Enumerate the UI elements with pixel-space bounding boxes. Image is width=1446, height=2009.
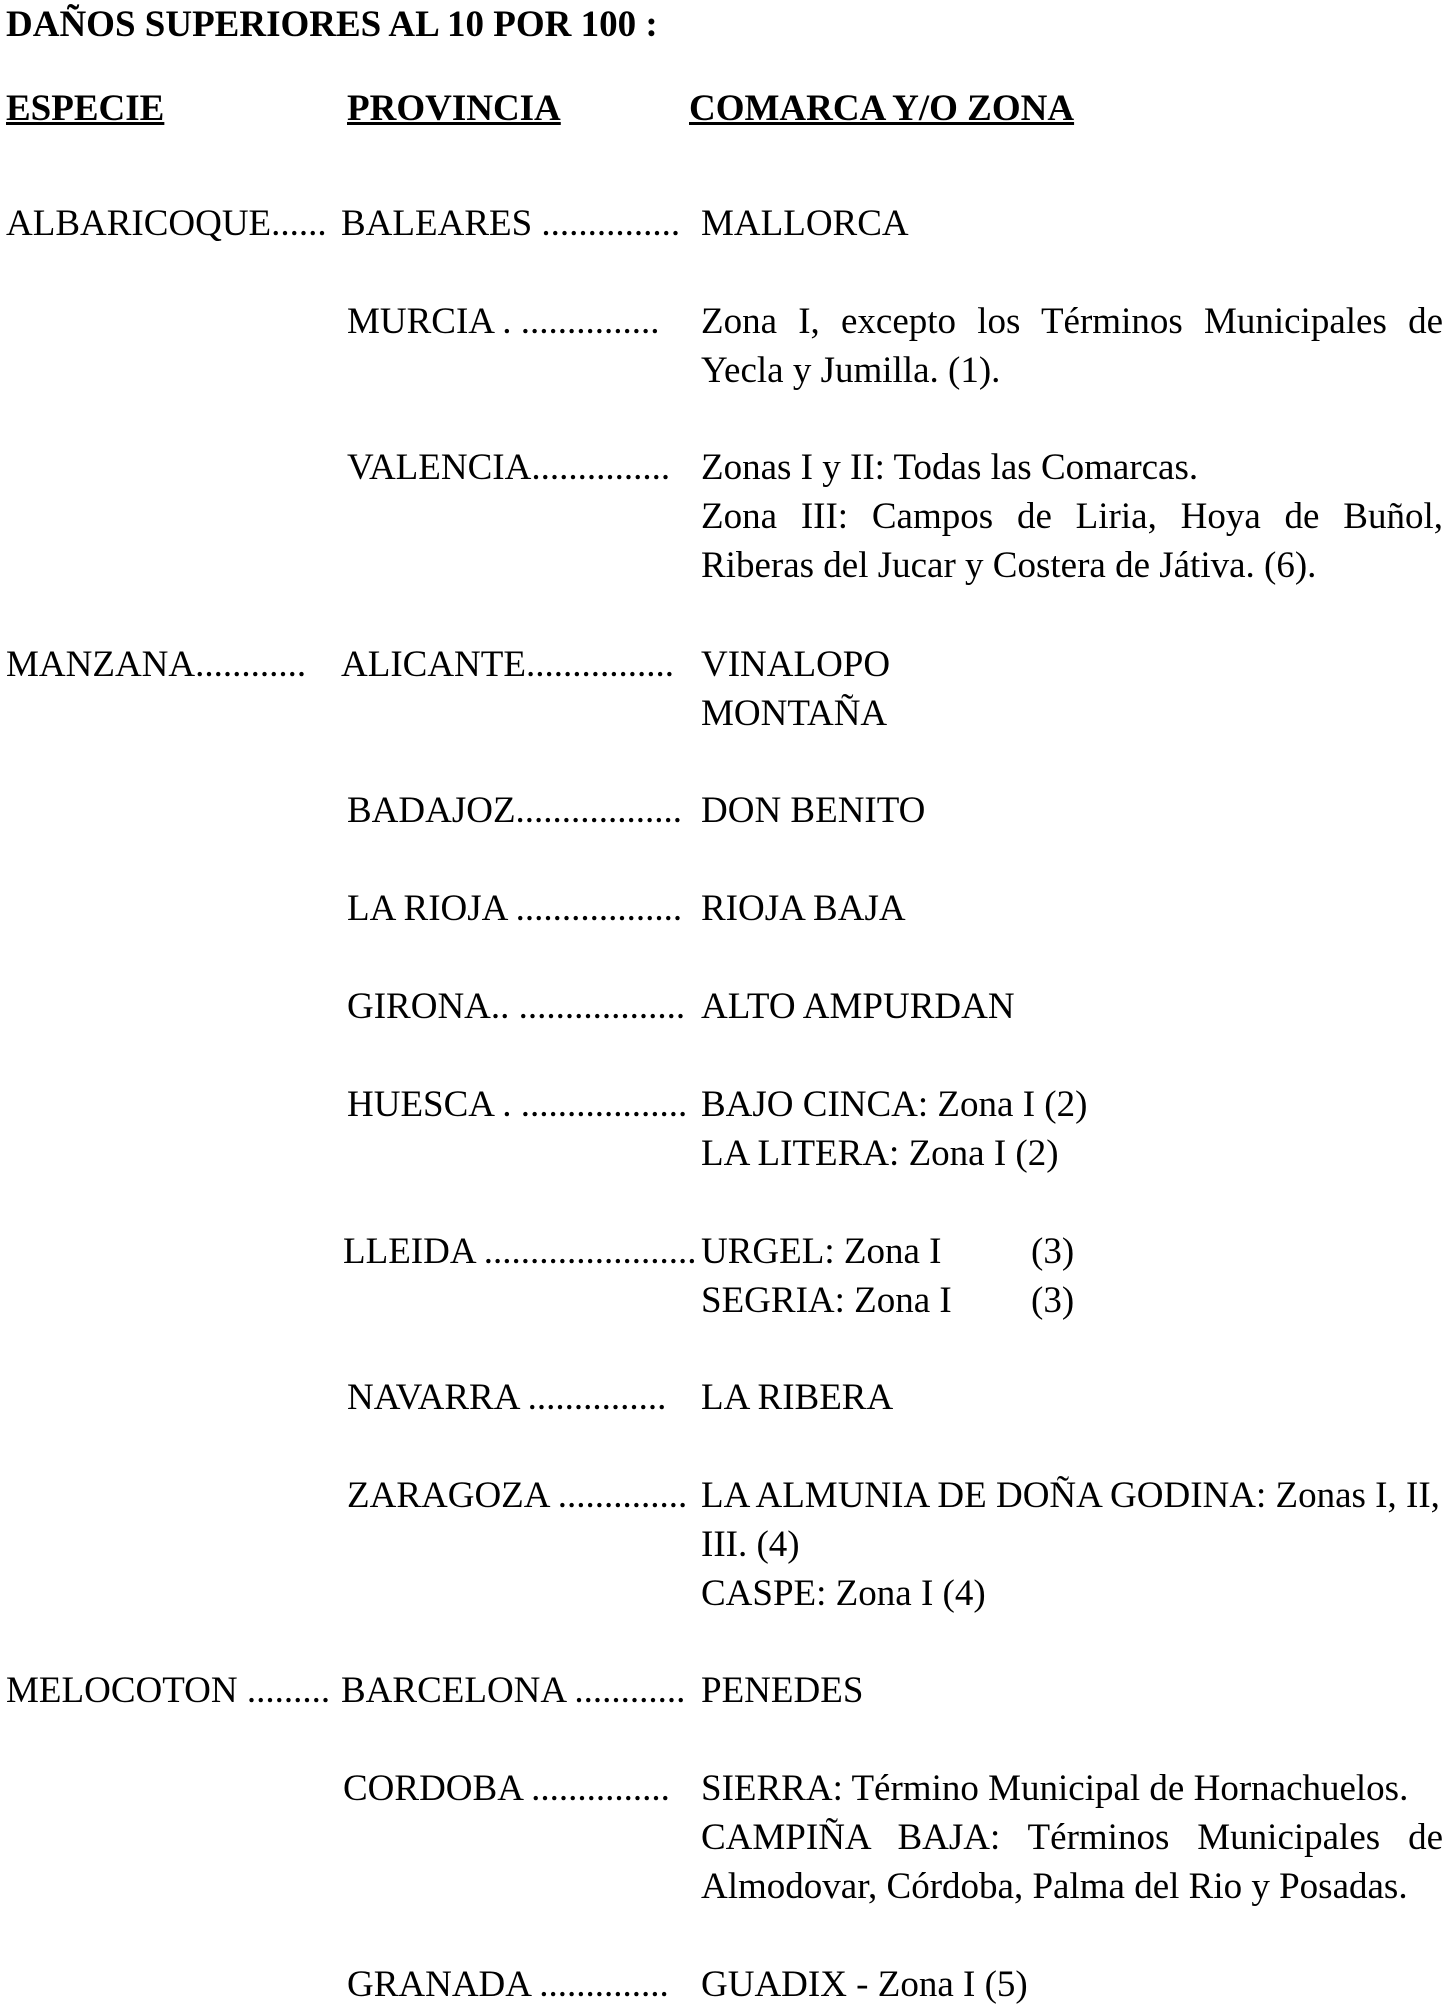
zona-la-ribera: LA RIBERA: [701, 1377, 894, 1418]
header-especie: ESPECIE: [6, 88, 165, 129]
provincia-zaragoza: ZARAGOZA ..............: [347, 1475, 688, 1516]
zona-urgel-note: (3): [1031, 1231, 1075, 1272]
zona-valencia-1: Zonas I y II: Todas las Comarcas.: [701, 447, 1199, 488]
provincia-girona: GIRONA.. ..................: [347, 986, 686, 1027]
provincia-navarra: NAVARRA ...............: [347, 1377, 667, 1418]
zona-la-litera: LA LITERA: Zona I (2): [701, 1133, 1059, 1174]
zona-alto-ampurdan: ALTO AMPURDAN: [701, 986, 1015, 1027]
zona-murcia: Zona I, excepto los Términos Municipales de Yecla y Jumilla. (1).: [701, 301, 1443, 391]
provincia-baleares: BALEARES ...............: [341, 203, 681, 244]
provincia-murcia: MURCIA . ...............: [347, 301, 660, 342]
zona-vinalopo: VINALOPO: [701, 644, 891, 685]
provincia-granada: GRANADA ..............: [347, 1964, 669, 2005]
zona-segria-note: (3): [1031, 1280, 1075, 1321]
zona-montana: MONTAÑA: [701, 693, 888, 734]
zona-urgel: URGEL: Zona I: [701, 1231, 942, 1272]
zona-la-almunia-cont: III. (4): [701, 1524, 800, 1565]
zona-bajo-cinca: BAJO CINCA: Zona I (2): [701, 1084, 1088, 1125]
provincia-badajoz: BADAJOZ..................: [347, 790, 683, 831]
header-provincia: PROVINCIA: [347, 88, 561, 129]
provincia-valencia: VALENCIA...............: [347, 447, 671, 488]
zona-la-almunia: LA ALMUNIA DE DOÑA GODINA: Zonas I, II,: [701, 1475, 1440, 1516]
provincia-barcelona: BARCELONA ............: [341, 1670, 686, 1711]
provincia-la-rioja: LA RIOJA ..................: [347, 888, 683, 929]
document-title: DAÑOS SUPERIORES AL 10 POR 100 :: [6, 4, 658, 45]
zona-guadix: GUADIX - Zona I (5): [701, 1964, 1028, 2005]
provincia-alicante: ALICANTE................: [341, 644, 674, 685]
provincia-lleida: LLEIDA .......................: [343, 1231, 697, 1272]
zona-mallorca: MALLORCA: [701, 203, 909, 244]
zona-penedes: PENEDES: [701, 1670, 864, 1711]
provincia-cordoba: CORDOBA ...............: [343, 1768, 670, 1809]
especie-manzana: MANZANA............: [6, 644, 307, 685]
zona-campina-baja: CAMPIÑA BAJA: Términos Municipales de Almodovar, Córdoba, Palma del Rio y Posadas.: [701, 1817, 1443, 1907]
zona-rioja-baja: RIOJA BAJA: [701, 888, 906, 929]
zona-valencia-2: Zona III: Campos de Liria, Hoya de Buñol, Riberas del Jucar y Costera de Játiva. (6).: [701, 496, 1443, 586]
zona-caspe: CASPE: Zona I (4): [701, 1573, 986, 1614]
header-comarca: COMARCA Y/O ZONA: [689, 88, 1075, 129]
provincia-huesca: HUESCA . ..................: [347, 1084, 688, 1125]
especie-melocoton: MELOCOTON .........: [6, 1670, 331, 1711]
especie-albaricoque: ALBARICOQUE......: [6, 203, 327, 244]
zona-sierra: SIERRA: Término Municipal de Hornachuelos.: [701, 1768, 1409, 1809]
zona-don-benito: DON BENITO: [701, 790, 926, 831]
zona-segria: SEGRIA: Zona I: [701, 1280, 952, 1321]
